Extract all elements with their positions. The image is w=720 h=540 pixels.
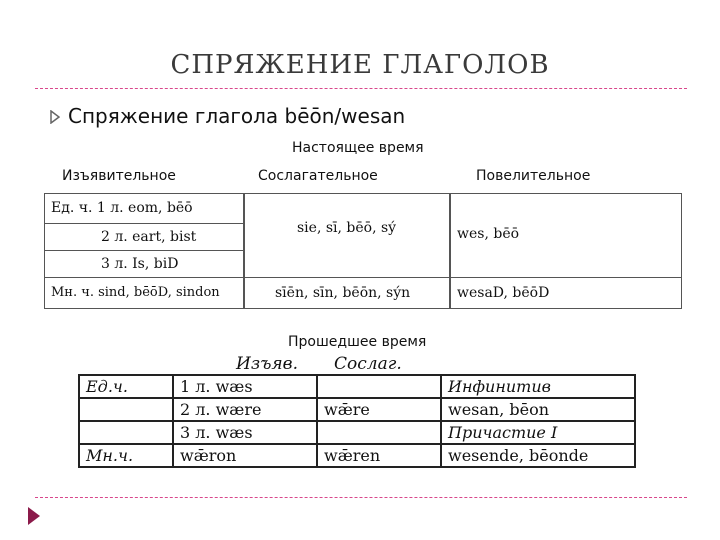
indicative-row-sg3 [44, 250, 244, 278]
column-indicative: Изъявительное [62, 168, 176, 184]
past-tense-table [78, 374, 636, 468]
table-row [79, 375, 635, 398]
past-form-cell: 3 л. wæs [173, 421, 317, 444]
indicative-row-sg1 [44, 193, 244, 224]
past-subj-cell: wǣre [317, 398, 441, 421]
past-form-cell: 2 л. wære [173, 398, 317, 421]
bottom-divider [35, 497, 687, 498]
past-extra-cell: wesende, bēonde [441, 444, 635, 467]
imperative-pl-cell [450, 277, 682, 309]
past-tense-label: Прошедшее время [288, 334, 427, 350]
past-subj-cell [317, 375, 441, 398]
past-num-cell [79, 398, 173, 421]
column-subjunctive: Сослагательное [258, 168, 378, 184]
subjunctive-pl-cell [244, 277, 450, 309]
past-extra-cell: Причастие I [441, 421, 635, 444]
subjunctive-sg-text: sie, sī, bēō, sý [297, 220, 397, 236]
past-head-subjunctive: Сослаг. [334, 354, 402, 374]
indicative-row-pl [44, 277, 244, 309]
past-extra-cell: Инфинитив [441, 375, 635, 398]
indicative-pl-text: Мн. ч. sind, bēōD, sindon [51, 285, 220, 300]
table-row [79, 421, 635, 444]
past-num-cell: Мн.ч. [79, 444, 173, 467]
past-form-cell: 1 л. wæs [173, 375, 317, 398]
past-form-cell: wǣron [173, 444, 317, 467]
subjunctive-pl-text: sīēn, sīn, bēōn, sýn [275, 285, 411, 301]
triangle-bullet-icon [50, 110, 60, 124]
column-imperative: Повелительное [476, 168, 591, 184]
play-icon[interactable] [27, 506, 41, 526]
past-subj-cell [317, 421, 441, 444]
indicative-sg3-text: 3 л. Is, biD [101, 256, 179, 272]
indicative-sg2-text: 2 л. eart, bist [101, 229, 197, 245]
past-head-indicative: Изъяв. [236, 354, 298, 374]
subjunctive-sg-cell [244, 193, 450, 278]
imperative-pl-text: wesaD, bēōD [457, 285, 550, 301]
table-row [79, 398, 635, 421]
imperative-sg-cell [450, 193, 682, 278]
indicative-sg1-text: Ед. ч. 1 л. eom, bēō [51, 200, 193, 216]
top-divider [35, 88, 687, 89]
table-row [79, 444, 635, 467]
section-heading: Спряжение глагола bēōn/wesan [68, 104, 406, 128]
past-subj-cell: wǣren [317, 444, 441, 467]
slide-title: СПРЯЖЕНИЕ ГЛАГОЛОВ [170, 50, 550, 80]
past-num-cell [79, 421, 173, 444]
indicative-row-sg2 [44, 223, 244, 251]
past-num-cell: Ед.ч. [79, 375, 173, 398]
past-extra-cell: wesan, bēon [441, 398, 635, 421]
imperative-sg-text: wes, bēō [457, 226, 520, 242]
present-tense-label: Настоящее время [292, 140, 424, 156]
